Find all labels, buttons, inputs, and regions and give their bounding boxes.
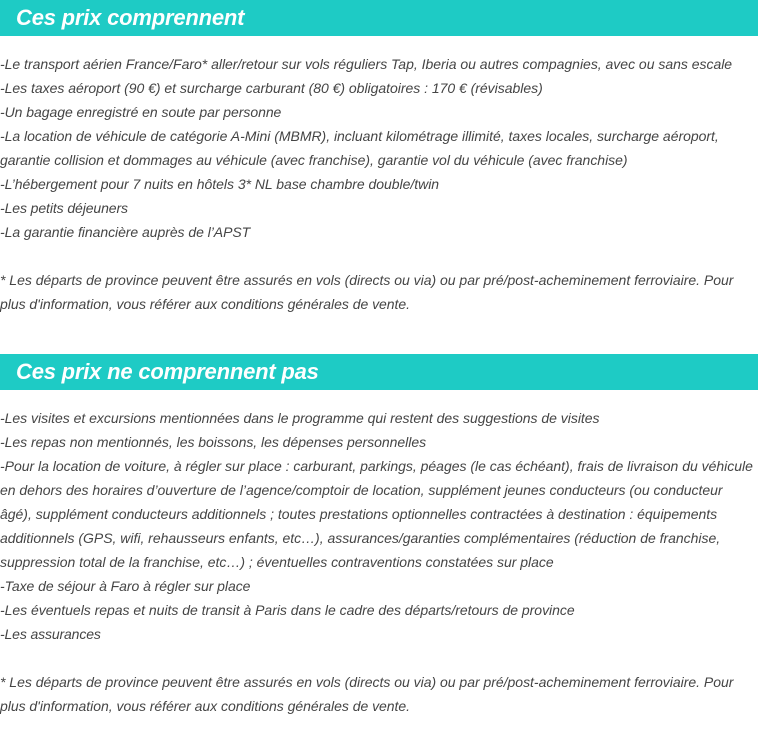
included-item: -Un bagage enregistré en soute par personne <box>0 104 282 120</box>
included-title: Ces prix comprennent <box>16 5 245 30</box>
excluded-item: additionnels (GPS, wifi, rehausseurs enfants, etc…), assurances/garanties complémentaires (réduction de franchise, <box>0 530 721 546</box>
included-item: -La garantie financière auprès de l’APST <box>0 224 251 240</box>
footnote-line: plus d'information, vous référer aux conditions générales de vente. <box>0 296 411 312</box>
excluded-item: -Les visites et excursions mentionnées dans le programme qui restent des suggestions de visites <box>0 410 600 426</box>
included-item: -Le transport aérien France/Faro* aller/retour sur vols réguliers Tap, Iberia ou autres compagnies, avec ou sans escale <box>0 56 733 72</box>
excluded-header <box>0 354 758 390</box>
footnote-line: * Les départs de province peuvent être assurés en vols (directs ou via) ou par pré/post-acheminement ferroviaire. Pour <box>0 272 734 288</box>
excluded-item: suppression total de la franchise, etc…) ; éventuelles contraventions constatées sur place <box>0 554 554 570</box>
excluded-item: en dehors des horaires d’ouverture de l’agence/comptoir de location, supplément jeunes conducteurs (ou conducteur <box>0 482 723 498</box>
included-item: -La location de véhicule de catégorie A-Mini (MBMR), incluant kilométrage illimité, taxes locales, surcharge aéroport, <box>0 128 719 144</box>
excluded-item: -Les éventuels repas et nuits de transit à Paris dans le cadre des départs/retours de province <box>0 602 575 618</box>
excluded-footnote <box>0 670 758 718</box>
included-header <box>0 0 758 36</box>
included-item: -L’hébergement pour 7 nuits en hôtels 3* NL base chambre double/twin <box>0 176 440 192</box>
included-item: -Les taxes aéroport (90 €) et surcharge carburant (80 €) obligatoires : 170 € (révisables) <box>0 80 543 96</box>
included-item: -Les petits déjeuners <box>0 200 128 216</box>
excluded-section <box>0 354 758 718</box>
excluded-item: âgé), supplément conducteurs additionnels ; toutes prestations optionnelles contractées à destination : équipements <box>0 506 718 522</box>
excluded-item: -Les repas non mentionnés, les boissons, les dépenses personnelles <box>0 434 427 450</box>
included-item: garantie collision et dommages au véhicule (avec franchise), garantie vol du véhicule (avec franchise) <box>0 152 628 168</box>
included-list <box>0 52 758 316</box>
footnote-line: plus d'information, vous référer aux conditions générales de vente. <box>0 698 411 714</box>
included-section <box>0 0 758 316</box>
excluded-item: -Pour la location de voiture, à régler sur place : carburant, parkings, péages (le cas échéant), frais de livraison du véhicule <box>0 458 753 474</box>
included-footnote <box>0 268 758 316</box>
footnote-line: * Les départs de province peuvent être assurés en vols (directs ou via) ou par pré/post-acheminement ferroviaire. Pour <box>0 674 734 690</box>
excluded-item: -Taxe de séjour à Faro à régler sur place <box>0 578 251 594</box>
excluded-item: -Les assurances <box>0 626 101 642</box>
excluded-title: Ces prix ne comprennent pas <box>16 359 319 384</box>
excluded-list <box>0 406 758 718</box>
